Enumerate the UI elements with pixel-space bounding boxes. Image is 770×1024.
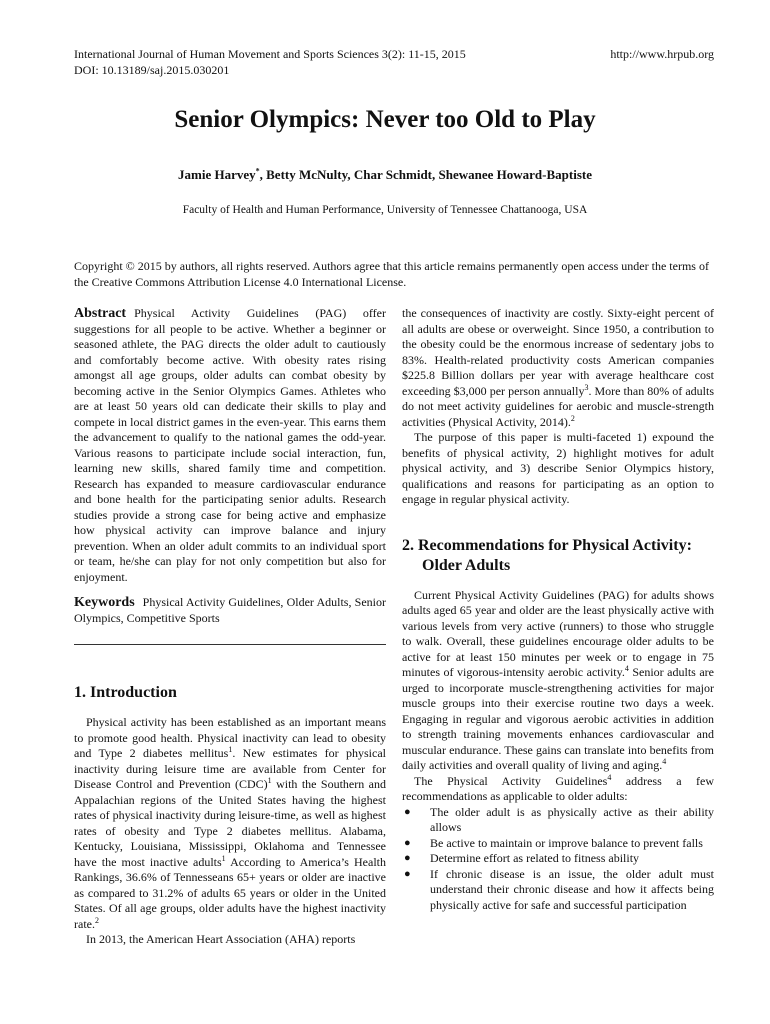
journal-url[interactable]: http://www.hrpub.org — [610, 47, 714, 61]
bullet-icon: ● — [404, 867, 411, 880]
purpose-paragraph: The purpose of this paper is multi-faceted 1) expound the benefits of physical activity, 2) highlight motives for adult physical activity, and 3) describe Senior Olympics history, qualifications and reasons for participating as an option to engage in regular physical activity. — [402, 430, 714, 506]
recommendations-list — [402, 805, 714, 914]
citation-ref: 1 — [221, 853, 226, 863]
list-item: ● Be active to maintain or improve balance to prevent falls — [404, 835, 703, 850]
right-column — [402, 306, 714, 913]
left-column — [74, 306, 386, 948]
keywords-label: Keywords — [74, 595, 135, 610]
intro-continued-paragraph: the consequences of inactivity are costly. Sixty-eight percent of all adults are obese or overweight. Since 1950, a contribution to the obesity could be the enormous increase of sedentary jobs to 83%. Health-related productivity costs American companies $225.8 Billion dollars per year with average healthcare cost exceeding $3,000 per person annually$^3$. More than 80% of adults do not meet activity guidelines for aerobic and muscle-strength activities (Physical Activity, 2014).$^2$ — [402, 306, 715, 429]
citation-ref: 3 — [584, 382, 589, 392]
recommendations-paragraph-2: The Physical Activity Guidelines$^4$ address a few recommendations as applicable to older adults: — [402, 772, 714, 803]
recommendations-paragraph-1: Current Physical Activity Guidelines (PAG) for adults shows adults aged 65 year and older are the least physically active with various levels from very active (runners) to those who struggle to walk. Overall, these guidelines encourage older adults to be active for at least 150 minutes per week or to engage in 75 minutes of vigorous-intensity aerobic activity.$^4$ Senior adults are urged to incorporate muscle-strengthening activities for major muscle groups into their exercise routine two days a week. Engaging in regular and vigorous aerobic activities in addition to strength training movements enhances cardiovascular and muscular endurance. These gains can translate into benefits from daily activities and overall quality of living and aging.$^4$ — [402, 587, 714, 772]
citation-ref: 2 — [94, 915, 99, 925]
bullet-icon: ● — [404, 836, 411, 849]
keywords — [74, 595, 386, 626]
list-item: ● Determine effort as related to fitness ability — [404, 851, 640, 865]
intro-paragraph-2: In 2013, the American Heart Association (AHA) reports — [86, 932, 356, 946]
citation-ref: 4 — [662, 757, 667, 766]
doi: DOI: 10.13189/saj.2015.030201 — [74, 63, 230, 77]
abstract-label: Abstract — [74, 306, 127, 321]
keywords-text: Physical Activity Guidelines, Older Adults, Senior Olympics, Competitive Sports — [74, 595, 386, 625]
citation-ref: 4 — [624, 664, 629, 673]
citation-ref: 4 — [607, 772, 612, 782]
corresponding-author-mark: * — [255, 166, 260, 176]
list-item: ● If chronic disease is an issue, the older adult must understand their chronic disease and how it affects being physically active for safe and successful participation — [404, 866, 714, 912]
bullet-icon: ● — [404, 805, 411, 818]
copyright-notice: Copyright © 2015 by authors, all rights reserved. Authors agree that this article remains permanently open access under the terms of the Creative Commons Attribution License 4.0 International License. — [74, 259, 709, 289]
list-item: ● The older adult is as physically active as their ability allows — [404, 804, 714, 834]
citation-ref: 1 — [267, 776, 272, 785]
bullet-icon: ● — [404, 852, 411, 864]
author-first: Jamie Harvey — [178, 167, 256, 182]
running-header — [74, 46, 714, 78]
author-list — [0, 167, 770, 183]
section-heading-introduction: 1. Introduction — [74, 684, 177, 701]
intro-paragraph-1: Physical activity has been established as an important means to promote good health. Physical inactivity can lead to obesity and Type 2 diabetes mellitus$^1$. New estimates for physical inactivity during leisure time are available from Center for Disease Control and Prevention (CDC)$^1$ with the Southern and Appalachian regions of the United States having the highest rates of physical inactivity during leisure-time, as well as highest rates of obesity and Type 2 diabetes mellitus. Alabama, Kentucky, Louisiana, Mississippi, Oklahoma and Tennessee have the most inactive adults$^1$ According to America’s Health Rankings, 36.6% of Tennesseans 65+ years or older are inactive as compared to 31.2% of adults 65 years or older in the United States. Of all age groups, older adults have the highest inactivity rate.$^2$ — [74, 715, 386, 931]
author-rest: , Betty McNulty, Char Schmidt, Shewanee Howard-Baptiste — [259, 167, 592, 182]
abstract — [74, 306, 386, 585]
citation-ref: 1 — [228, 745, 233, 754]
section-heading-recommendations: 2. Recommendations for Physical Activity: Older Adults — [402, 536, 692, 574]
abstract-text: Physical Activity Guidelines (PAG) offer suggestions for all people to be active. Whether a beginner or seasoned athlete, the PAG directs the older adult to cautiously and comfortably become active. With obesity rates rising amongst all age groups, older adults can combat obesity by becoming active in the Senior Olympics Games. Athletes who are at least 50 years old can dedicate their skills to play and compete in local district games in the even-year. This earns them the advancement to qualify to the national games the odd-year. Various reasons to participate include social interaction, fun, learning new skills, shared family time and competition. Research has expanded to measure cardiovascular endurance and bone health for the participating senior adults. Research studies provide a strong case for being active and emphasize how physical activity can improve balance and injury prevention. When an older adult commits to an individual sport or team, he/she can play for not only competition but also for enjoyment. — [74, 306, 386, 584]
affiliation: Faculty of Health and Human Performance, University of Tennessee Chattanooga, USA — [182, 204, 588, 216]
section-divider — [74, 644, 386, 645]
paper-title: Senior Olympics: Never too Old to Play — [174, 106, 596, 133]
citation-ref: 2 — [570, 413, 575, 423]
journal-citation: International Journal of Human Movement and Sports Sciences 3(2): 11-15, 2015 — [74, 47, 466, 61]
